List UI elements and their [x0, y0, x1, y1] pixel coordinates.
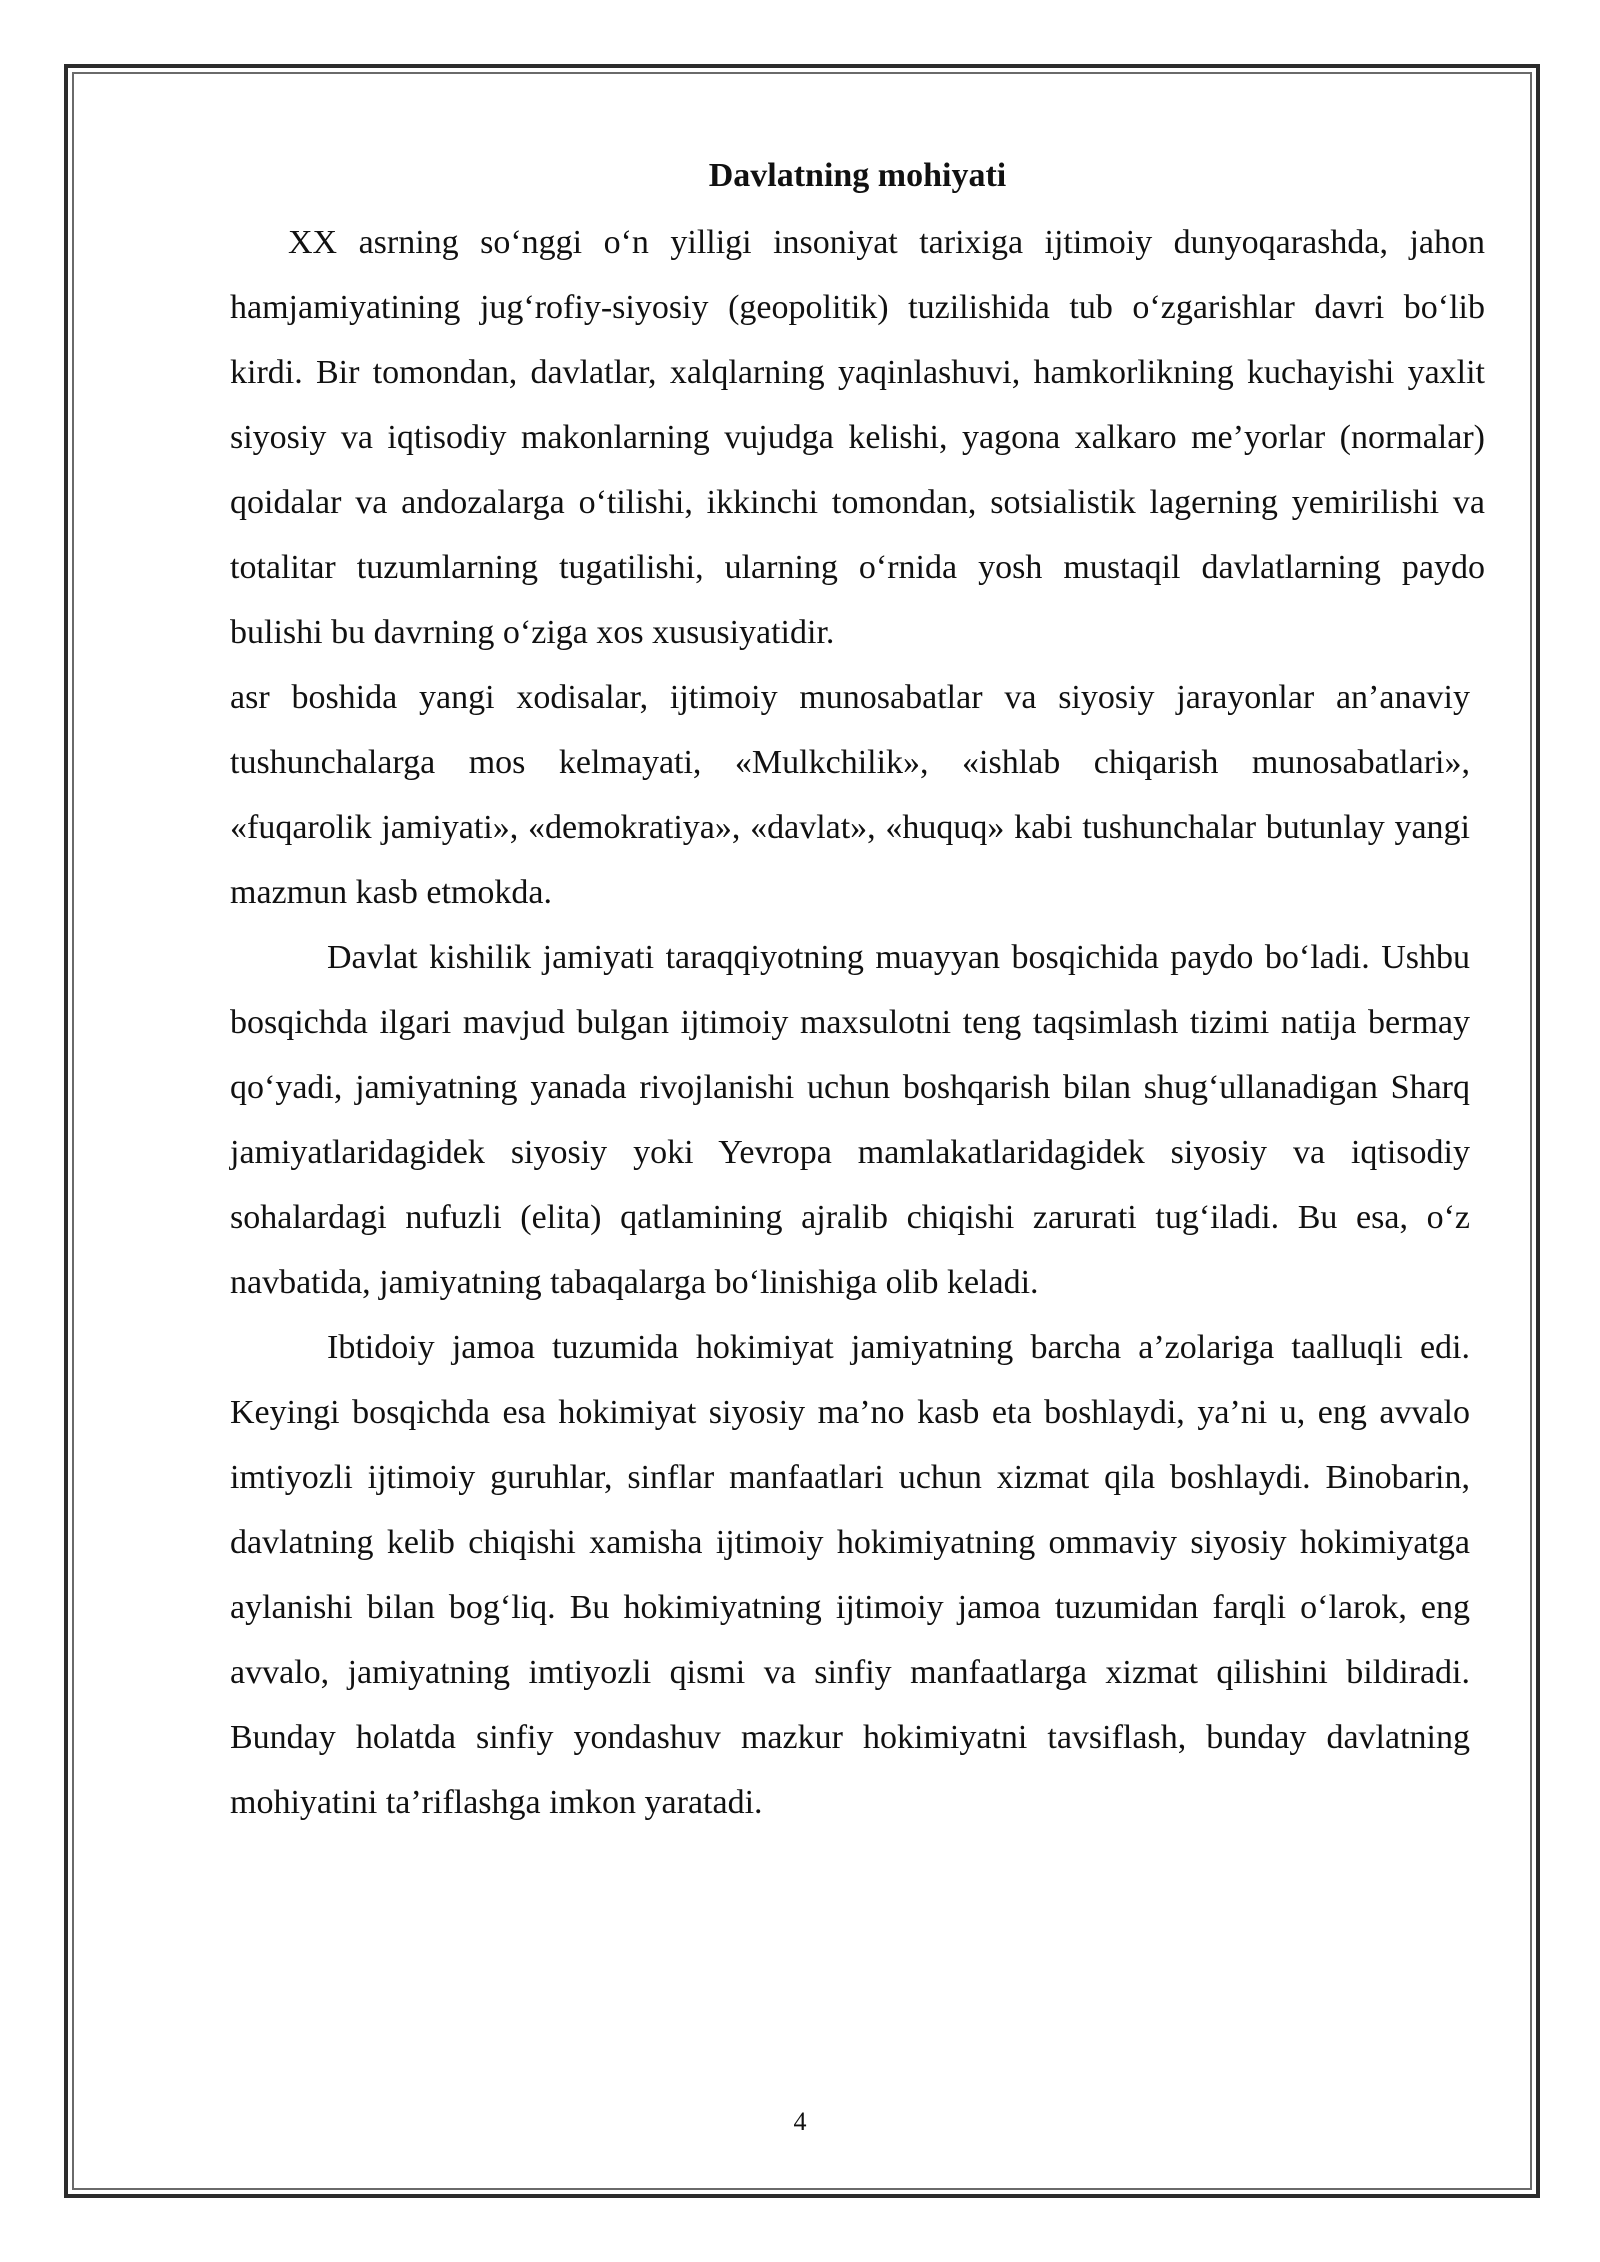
document-body: [230, 148, 1485, 1835]
page-title: Davlatning mohiyati: [708, 157, 1007, 194]
paragraph-1: XX asrning so‘nggi o‘n yilligi insoniyat tarixiga ijtimoiy dunyoqarashda, jahon hamjamiyatining jug‘rofiy-siyosiy (geopolitik) tuzilishida tub o‘zgarishlar davri bo‘lib kirdi. Bir tomondan, davlatlar, xalqlarning yaqinlashuvi, hamkorlikning kuchayishi yaxlit siyosiy va iqtisodiy makonlarning vujudga kelishi, yagona xalkaro me’yorlar (normalar) qoidalar va andozalarga o‘tilishi, ikkinchi tomondan, sotsialistik lagerning yemirilishi va totalitar tuzumlarning tugatilishi, ularning o‘rnida yosh mustaqil davlatlarning paydo bulishi bu davrning o‘ziga xos xususiyatidir.: [230, 224, 1485, 651]
page-number: 4: [793, 2107, 807, 2136]
paragraph-2: asr boshida yangi xodisalar, ijtimoiy munosabatlar va siyosiy jarayonlar an’anaviy tushunchalarga mos kelmayati, «Mulkchilik», «ishlab chiqarish munosabatlari», «fuqarolik jamiyati», «demokratiya», «davlat», «huquq» kabi tushunchalar butunlay yangi mazmun kasb etmokda.: [230, 679, 1470, 911]
paragraph-3: Davlat kishilik jamiyati taraqqiyotning muayyan bosqichida paydo bo‘ladi. Ushbu bosqichda ilgari mavjud bulgan ijtimoiy maxsulotni teng taqsimlash tizimi natija bermay qo‘yadi, jamiyatning yanada rivojlanishi uchun boshqarish bilan shug‘ullanadigan Sharq jamiyatlaridagidek siyosiy yoki Yevropa mamlakatlaridagidek siyosiy va iqtisodiy sohalardagi nufuzli (elita) qatlamining ajralib chiqishi zarurati tug‘iladi. Bu esa, o‘z navbatida, jamiyatning tabaqalarga bo‘linishiga olib keladi.: [230, 939, 1470, 1301]
paragraph-4: Ibtidoiy jamoa tuzumida hokimiyat jamiyatning barcha a’zolariga taalluqli edi. Keyingi bosqichda esa hokimiyat siyosiy ma’no kasb eta boshlaydi, ya’ni u, eng avvalo imtiyozli ijtimoiy guruhlar, sinflar manfaatlari uchun xizmat qila boshlaydi. Binobarin, davlatning kelib chiqishi xamisha ijtimoiy hokimiyatning ommaviy siyosiy hokimiyatga aylanishi bilan bog‘liq. Bu hokimiyatning ijtimoiy jamoa tuzumidan farqli o‘larok, eng avvalo, jamiyatning imtiyozli qismi va sinfiy manfaatlarga xizmat qilishini bildiradi. Bunday holatda sinfiy yondashuv mazkur hokimiyatni tavsiflash, bunday davlatning mohiyatini ta’riflashga imkon yaratadi.: [230, 1329, 1470, 1821]
